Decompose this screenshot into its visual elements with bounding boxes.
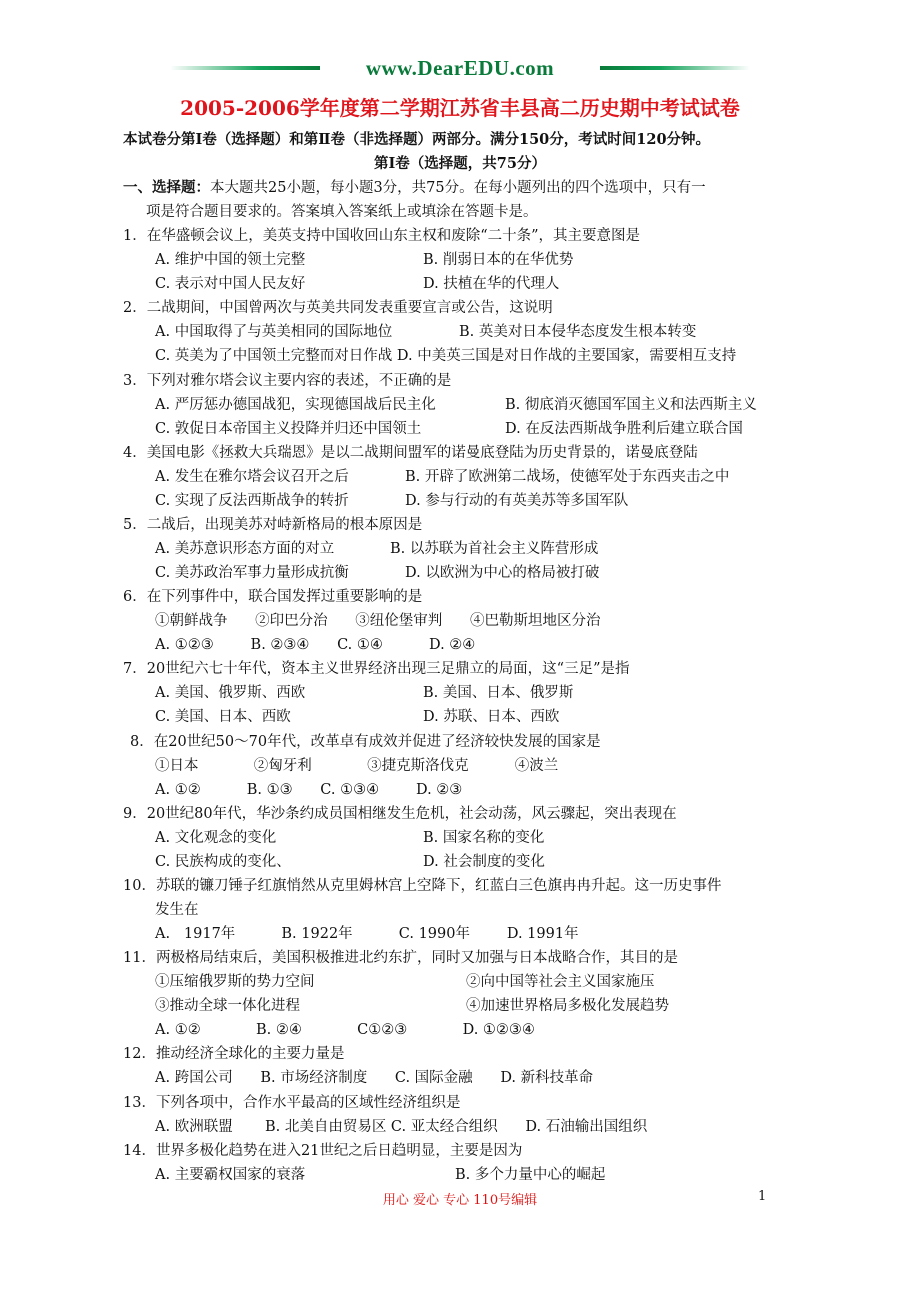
question-line: C. 民族构成的变化、 xyxy=(155,854,291,870)
question-line: D. 在反法西斯战争胜利后建立联合国 xyxy=(505,421,743,437)
question-line: 5．二战后，出现美苏对峙新格局的根本原因是 xyxy=(123,517,423,533)
question-line: ②向中国等社会主义国家施压 xyxy=(466,974,655,990)
question-line: 1．在华盛顿会议上，美英支持中国收回山东主权和废除“二十条”，其主要意图是 xyxy=(123,228,641,244)
question-line: C. 美苏政治军事力量形成抗衡 xyxy=(155,565,349,581)
question-line: A. 维护中国的领土完整 xyxy=(155,252,306,268)
question-line: A. 文化观念的变化 xyxy=(155,830,277,846)
question-line: B. 多个力量中心的崛起 xyxy=(455,1167,606,1183)
exam-intro: 本试卷分第Ⅰ卷（选择题）和第Ⅱ卷（非选择题）两部分。满分150分，考试时间120分钟。 xyxy=(123,131,711,148)
question-line: ①朝鲜战争 ②印巴分治 ③纽伦堡审判 ④巴勒斯坦地区分治 xyxy=(155,613,601,629)
question-line: 6．在下列事件中，联合国发挥过重要影响的是 xyxy=(123,589,423,605)
question-line: 14．世界多极化趋势在进入21世纪之后日趋明显，主要是因为 xyxy=(123,1143,523,1159)
question-line: 10．苏联的镰刀锤子红旗悄然从克里姆林宫上空降下，红蓝白三色旗冉冉升起。这一历史事件 xyxy=(123,878,722,894)
page-number: 1 xyxy=(758,1189,767,1204)
question-line: B. 彻底消灭德国军国主义和法西斯主义 xyxy=(505,397,757,413)
paper-title: 2005-2006学年度第二学期江苏省丰县高二历史期中考试试卷 xyxy=(180,96,740,120)
section1-text-line2: 项是符合题目要求的。答案填入答案纸上或填涂在答题卡是。 xyxy=(146,204,538,220)
question-line: B. 以苏联为首社会主义阵营形成 xyxy=(390,541,599,557)
question-line: A. 发生在雅尔塔会议召开之后 xyxy=(155,469,349,485)
question-line: ③推动全球一体化进程 xyxy=(155,998,300,1014)
question-line: ①压缩俄罗斯的势力空间 xyxy=(155,974,315,990)
section1-heading: 一、选择题： xyxy=(123,179,210,196)
question-line: C. 英美为了中国领土完整而对日作战 D. 中美英三国是对日作战的主要国家，需要相互支持 xyxy=(155,348,737,364)
question-line: B. 英美对日本侵华态度发生根本转变 xyxy=(459,324,697,340)
question-line: ①日本 ②匈牙利 ③捷克斯洛伐克 ④波兰 xyxy=(155,758,559,774)
question-line: 12．推动经济全球化的主要力量是 xyxy=(123,1046,345,1062)
section1-instructions xyxy=(123,178,706,198)
question-line: C. 美国、日本、西欧 xyxy=(155,709,291,725)
question-line: B. 削弱日本的在华优势 xyxy=(423,252,574,268)
question-line: D. 参与行动的有英美苏等多国军队 xyxy=(405,493,629,509)
section1-text-line1: 本大题共25小题，每小题3分，共75分。在每小题列出的四个选项中，只有一 xyxy=(210,180,706,196)
question-line: 3．下列对雅尔塔会议主要内容的表述，不正确的是 xyxy=(123,373,452,389)
question-line: D. 社会制度的变化 xyxy=(423,854,545,870)
question-line: C. 敦促日本帝国主义投降并归还中国领土 xyxy=(155,421,422,437)
question-line: D. 以欧洲为中心的格局被打破 xyxy=(405,565,600,581)
question-line: D. 扶植在华的代理人 xyxy=(423,276,560,292)
question-line: A. 1917年 B. 1922年 C. 1990年 D. 1991年 xyxy=(155,926,579,942)
question-line: B. 国家名称的变化 xyxy=(423,830,545,846)
question-line: ④加速世界格局多极化发展趋势 xyxy=(466,998,669,1014)
question-line: 7．20世纪六七十年代，资本主义世界经济出现三足鼎立的局面，这“三足”是指 xyxy=(123,661,630,677)
question-line: A. ①② B. ②④ C①②③ D. ①②③④ xyxy=(155,1022,535,1038)
question-line: A. 严厉惩办德国战犯，实现德国战后民主化 xyxy=(155,397,436,413)
question-line: A. 美苏意识形态方面的对立 xyxy=(155,541,335,557)
question-line: C. 表示对中国人民友好 xyxy=(155,276,306,292)
question-line: 4．美国电影《拯救大兵瑞恩》是以二战期间盟军的诺曼底登陆为历史背景的，诺曼底登陆 xyxy=(123,445,698,461)
footer-slogan: 用心 爱心 专心 110号编辑 xyxy=(382,1193,538,1208)
question-line: 发生在 xyxy=(155,902,199,918)
question-line: D. 苏联、日本、西欧 xyxy=(423,709,560,725)
question-line: 8．在20世纪50～70年代，改革卓有成效并促进了经济较快发展的国家是 xyxy=(130,734,601,750)
site-banner xyxy=(170,56,750,88)
part1-title: 第Ⅰ卷（选择题，共75分） xyxy=(374,155,546,172)
question-line: A. 美国、俄罗斯、西欧 xyxy=(155,685,306,701)
question-line: B. 美国、日本、俄罗斯 xyxy=(423,685,574,701)
question-line: 11．两极格局结束后，美国积极推进北约东扩，同时又加强与日本战略合作，其目的是 xyxy=(123,950,678,966)
question-line: C. 实现了反法西斯战争的转折 xyxy=(155,493,349,509)
question-line: 13．下列各项中，合作水平最高的区域性经济组织是 xyxy=(123,1095,461,1111)
question-line: 9．20世纪80年代，华沙条约成员国相继发生危机，社会动荡，风云骤起，突出表现在 xyxy=(123,806,677,822)
question-line: A. 跨国公司 B. 市场经济制度 C. 国际金融 D. 新科技革命 xyxy=(155,1070,594,1086)
question-line: A. ①②③ B. ②③④ C. ①④ D. ②④ xyxy=(155,637,476,653)
question-line: A. 中国取得了与英美相同的国际地位 xyxy=(155,324,393,340)
question-line: 2．二战期间，中国曾两次与英美共同发表重要宣言或公告，这说明 xyxy=(123,300,553,316)
site-url[interactable]: www.DearEDU.com xyxy=(365,56,555,80)
question-line: A. 主要霸权国家的衰落 xyxy=(155,1167,306,1183)
question-line: A. 欧洲联盟 B. 北美自由贸易区 C. 亚太经合组织 D. 石油输出国组织 xyxy=(155,1119,648,1135)
question-line: A. ①② B. ①③ C. ①③④ D. ②③ xyxy=(155,782,463,798)
question-line: B. 开辟了欧洲第二战场，使德军处于东西夹击之中 xyxy=(405,469,730,485)
